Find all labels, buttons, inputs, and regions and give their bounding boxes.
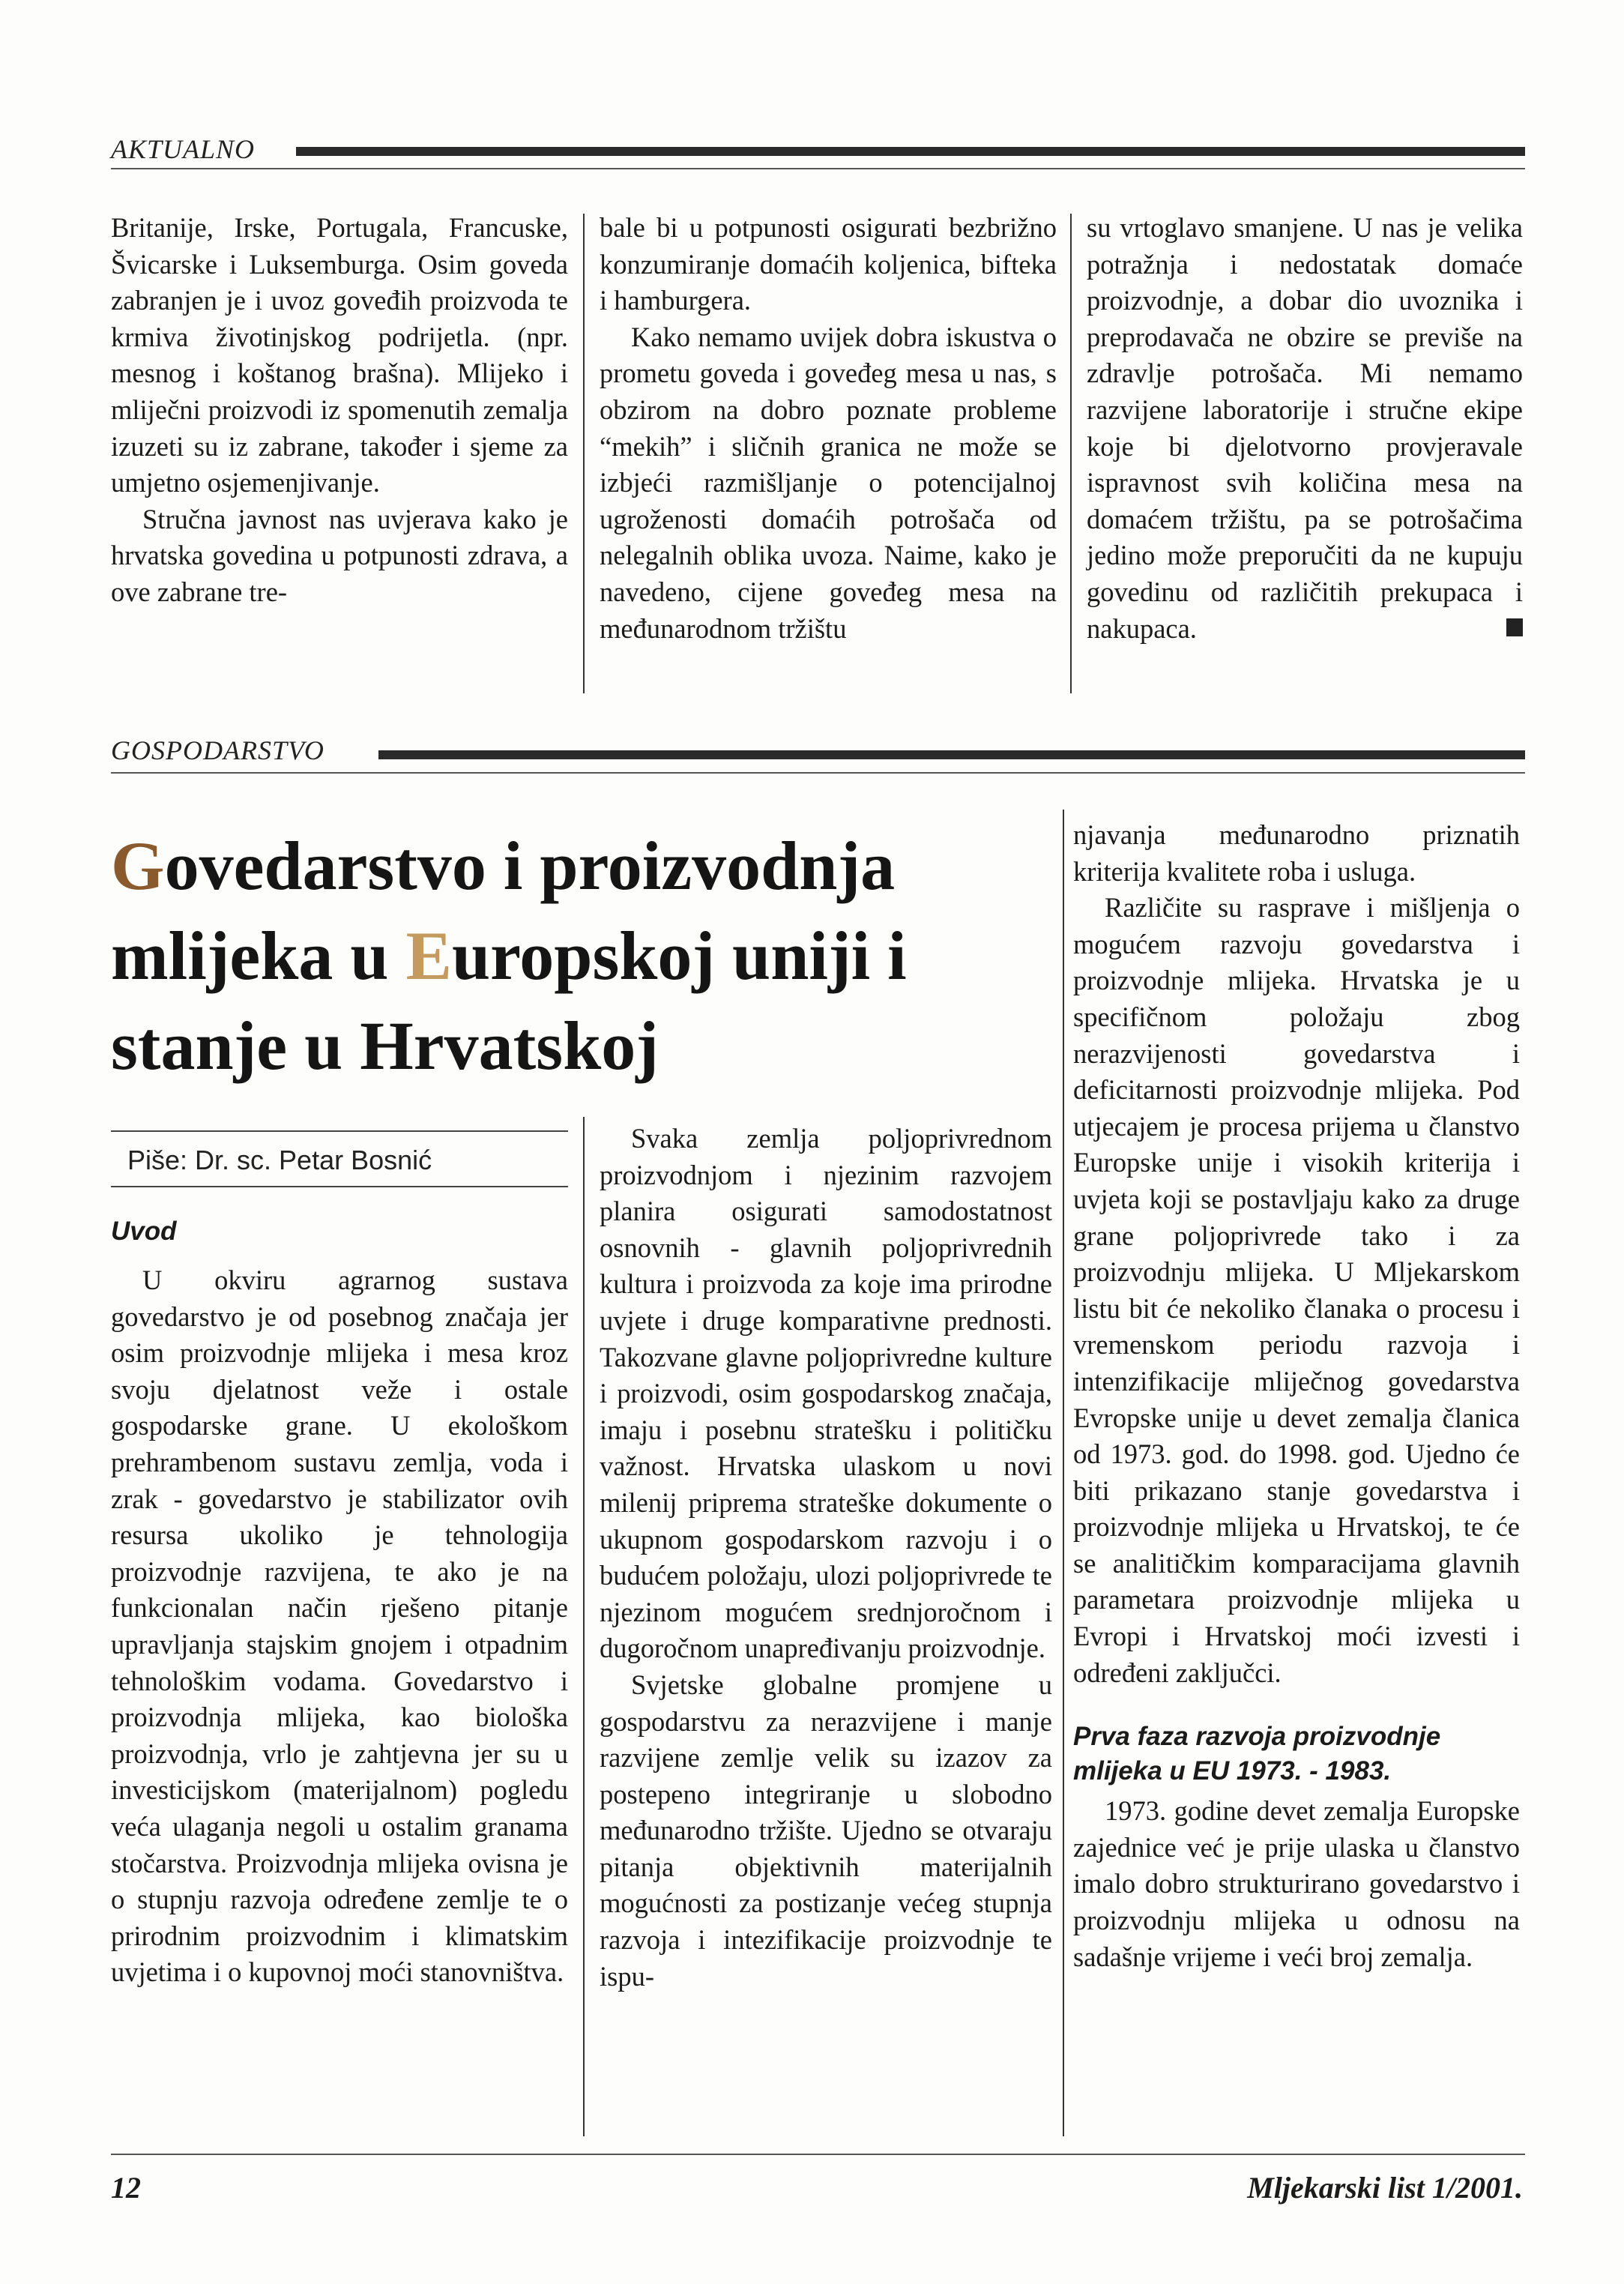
column-divider bbox=[583, 1117, 585, 2136]
paragraph: Kako nemamo uvijek dobra iskustva o prometu goveda i goveđeg mesa u nas, s obzirom na dobro poznate probleme “mekih” i sličnih granica ne može se izbjeći razmišljanje o potencijalnoj ugroženosti domaćih potrošača od nelegalnih oblika uvoza. Naime, kako je navedeno, cijene goveđeg mesa na međunarodnom tržištu bbox=[600, 321, 1057, 644]
paragraph-text: su vrtoglavo smanjene. U nas je velika potražnja i nedostatak domaće proizvodnje, a dobar dio uvoznika i preprodavača ne obzire se previše na zdravlje potrošača. Mi nemamo razvijene laboratorije i stručne ekipe koje bi djelotvorno provjeravale ispravnost svih količina mesa na domaćem tržištu, pa se potrošačima jedino može preporučiti da ne kupuju govedinu od različitih prekupaca i nakupaca. bbox=[1087, 212, 1523, 644]
title-text: uropskoj uniji i bbox=[451, 917, 907, 994]
title-initial-g: G bbox=[111, 828, 165, 904]
page-number: 12 bbox=[111, 2171, 141, 2205]
paragraph: bale bi u potpunosti osigurati bezbrižno konzumiranje domaćih koljenica, bifteka i hamburgera. bbox=[600, 212, 1057, 316]
footer-rule bbox=[111, 2154, 1525, 2155]
article-column-2 bbox=[600, 1121, 1052, 1995]
title-initial-e: E bbox=[405, 917, 452, 994]
title-text: ovedarstvo i proizvodnja bbox=[164, 828, 896, 904]
paragraph: Stručna javnost nas uvjerava kako je hrvatska govedina u potpunosti zdrava, a ove zabrane tre- bbox=[111, 503, 568, 607]
subhead-phase: Prva faza razvoja proizvodnje mlijeka u EU 1973. - 1983. bbox=[1073, 1722, 1441, 1786]
paragraph: Različite su rasprave i mišljenja o mogućem razvoju govedarstva i proizvodnje mlijeka. Hrvatska je u specifičnom položaju zbog nerazvijenosti govedarstva i deficitarnosti proizvodnje mlijeka. Pod utjecajem je procesa prijema u članstvo Europske unije i visokih kriterija i uvjeta koji se postavljaju kako za druge grane poljoprivrede tako i za proizvodnju mlijeka. U Mljekarskom listu bit će nekoliko članaka o procesu i vremenskom periodu razvoja i intenzifikacije mliječnog govedarstva Evropske unije u devet zemalja članica od 1973. god. do 1998. god. Ujedno će biti prikazano stanje govedarstva i proizvodnje mlijeka u Hrvatskoj, te će se analitičkim komparacijama glavnih parametara proizvodnje mlijeka u Evropi i Hrvatskoj moći izvesti i određeni zaključci. bbox=[1073, 892, 1520, 1688]
top-column-1 bbox=[111, 210, 568, 611]
column-divider bbox=[1070, 214, 1072, 693]
section-rule bbox=[378, 750, 1525, 759]
article-column-1 bbox=[111, 1214, 568, 1991]
paragraph: Svaka zemlja poljoprivrednom proizvodnjom i njezinim razvojem planira osigurati samodostatnost osnovnih - glavnih poljoprivrednih kultura i proizvoda za koje ima prirodne uvjete i druge komparativne prednosti. Takozvane glavne poljoprivredne kulture i proizvodi, osim gospodarskog značaja, imaju i posebnu stratešku i političku važnost. Hrvatska ulaskom u novi milenij priprema strateške dokumente o ukupnom gospodarskom razvoju i o budućem položaju, ulozi poljoprivrede te njezinom mogućem srednjoročnom i dugoročnom unapređivanju proizvodnje. bbox=[600, 1123, 1052, 1664]
journal-issue: Mljekarski list 1/2001. bbox=[1247, 2171, 1523, 2205]
article-column-3 bbox=[1073, 817, 1520, 1975]
top-column-3 bbox=[1087, 210, 1523, 647]
header-rule bbox=[296, 147, 1525, 156]
byline-rule-bottom bbox=[111, 1186, 568, 1187]
top-column-2 bbox=[600, 210, 1057, 647]
section-label-aktualno: AKTUALNO bbox=[111, 134, 256, 164]
byline-rule-top bbox=[111, 1130, 568, 1132]
title-line-3: stanje u Hrvatskoj bbox=[111, 1007, 659, 1084]
section-label-gospodarstvo: GOSPODARSTVO bbox=[111, 735, 325, 765]
header-thin-rule bbox=[111, 168, 1525, 169]
paragraph: Britanije, Irske, Portugala, Francuske, Švicarske i Luksemburga. Osim goveda zabranjen je i uvoz goveđih proizvoda te krmiva životinjskog podrijetla. (npr. mesnog i koštanog brašna). Mlijeko i mliječni proizvodi iz spomenutih zemalja izuzeti su iz zabrane, također i sjeme za umjetno osjemenjivanje. bbox=[111, 212, 568, 498]
title-line-1 bbox=[111, 821, 1048, 911]
paragraph: Svjetske globalne promjene u gospodarstvu za nerazvijene i manje razvijene zemlje velik su izazov za postepeno integriranje u slobodno međunarodno tržište. Ujedno se otvaraju pitanja objektivnih materijalnih mogućnosti za postizanje većeg stupnja razvoja i intezifikacije proizvodnje te ispu- bbox=[600, 1669, 1052, 1992]
column-divider bbox=[1063, 810, 1064, 2136]
byline: Piše: Dr. sc. Petar Bosnić bbox=[127, 1145, 432, 1175]
paragraph: 1973. godine devet zemalja Europske zajednice već je prije ulaska u članstvo imalo dobro strukturirano govedarstvo i proizvodnju mlijeka u odnosu na sadašnje vrijeme i veći broj zemalja. bbox=[1073, 1795, 1520, 1972]
title-text: mlijeka u bbox=[111, 917, 406, 994]
paragraph: njavanja međunarodno priznatih kriterija kvalitete roba i usluga. bbox=[1073, 819, 1520, 887]
title-line-2 bbox=[111, 911, 1048, 1001]
paragraph: U okviru agrarnog sustava govedarstvo je od posebnog značaja jer osim proizvodnje mlijeka i mesa kroz svoju djelatnost veže i ostale gospodarske grane. U ekološkom prehrambenom sustavu zemlja, voda i zrak - govedarstvo je stabilizator ovih resursa ukoliko je tehnologija proizvodnje razvijena, te ako je na funkcionalan način rješeno pitanje upravljanja stajskim gnojem i otpadnim tehnološkim vodama. Govedarstvo i proizvodnja mlijeka, kao biološka proizvodnja, vrlo je zahtjevna jer su u investicijskom (materijalnom) pogledu veća ulaganja negoli u ostalim granama stočarstva. Proizvodnja mlijeka ovisna je o stupnju razvoja određene zemlje te o prirodnim proizvodnim i klimatskim uvjetima i o kupovnoj moći stanovništva. bbox=[111, 1265, 568, 1988]
column-divider bbox=[583, 214, 585, 693]
section-thin-rule bbox=[111, 772, 1525, 774]
article-title bbox=[111, 821, 1048, 1091]
end-of-article-mark bbox=[1506, 618, 1523, 636]
subhead-intro: Uvod bbox=[111, 1217, 177, 1246]
paragraph bbox=[1087, 210, 1523, 647]
